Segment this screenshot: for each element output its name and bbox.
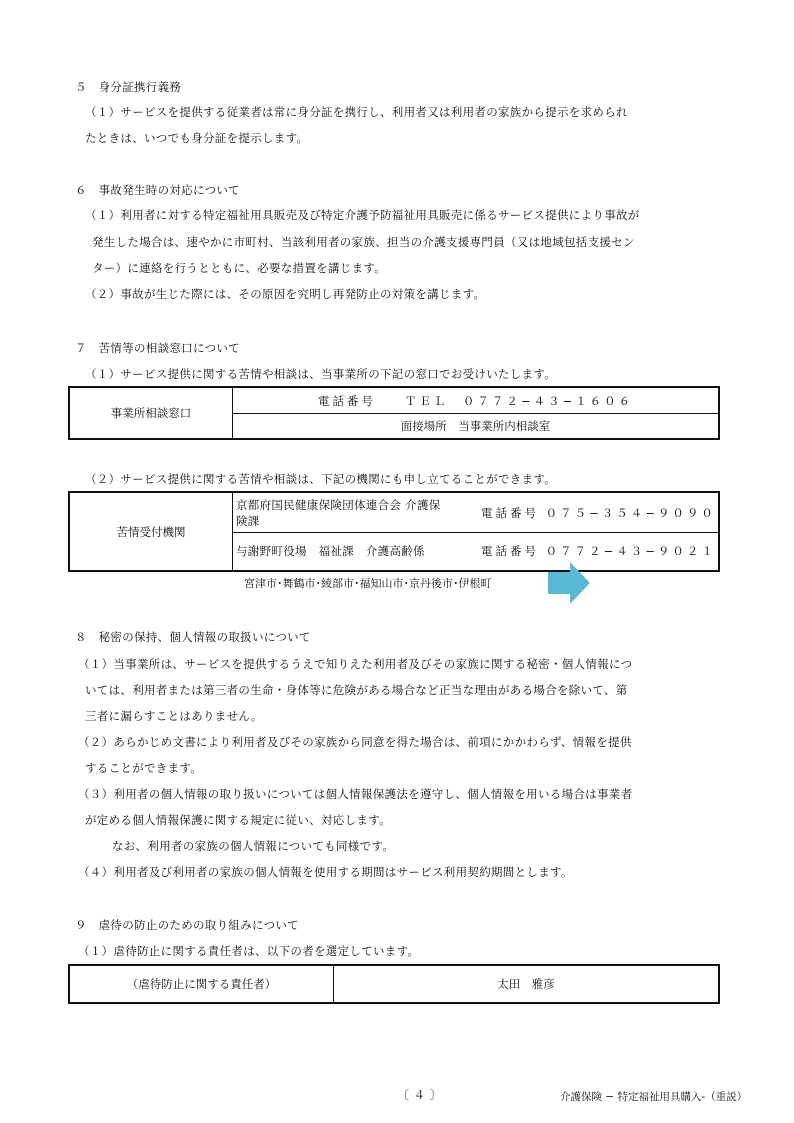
section-8-paragraph-1-cont: いては、利用者または第三者の生命・身体等に危険がある場合など正当な理由がある場合を除いて、第 — [85, 683, 628, 697]
office-consultation-label: 事業所相談窓口 — [110, 406, 192, 420]
section-8-paragraph-2-cont: することができます。 — [85, 761, 203, 775]
section-7-paragraph-2: （２）サービス提供に関する苦情や相談は、下記の機関にも申し立てることができます。 — [85, 472, 557, 486]
section-6-paragraph-1-cont2: ター）に連絡を行うとともに、必要な措置を講じます。 — [92, 261, 387, 275]
section-6-paragraph-1-cont: 発生した場合は、速やかに市町村、当該利用者の家族、担当の介護支援専門員（又は地域包括支援セン — [92, 235, 635, 249]
section-7-paragraph-1: （１）サービス提供に関する苦情や相談は、当事業所の下記の窓口でお受けいたします。 — [85, 367, 557, 381]
section-6-paragraph-2: （２）事故が生じた際には、その原因を究明し再発防止の対策を講じます。 — [85, 287, 486, 301]
section-5-heading: ５ 身分証携行義務 — [75, 80, 182, 94]
section-8-heading: ８ 秘密の保持、個人情報の取扱いについて — [75, 630, 311, 644]
yosano-town-office: 与謝野町役場 福祉課 介護高齢係 — [236, 544, 425, 558]
section-9-heading: ９ 虐待の防止のための取り組みについて — [75, 918, 299, 932]
section-9-paragraph-1: （１）虐待防止に関する責任者は、以下の者を選定しています。 — [78, 944, 420, 958]
office-consultation-table — [68, 386, 720, 440]
document-footer-title: 介護保険 − 特定福祉用具購入-（重説） — [560, 1091, 748, 1103]
section-8-paragraph-3-note: なお、利用者の家族の個人情報についても同様です。 — [112, 839, 395, 853]
complaint-agencies-table — [68, 491, 720, 572]
abuse-prevention-officer-name: 太田 雅彦 — [497, 977, 555, 991]
section-6-heading: ６ 事故発生時の対応について — [75, 183, 240, 197]
section-8-paragraph-1: （１）当事業所は、サービスを提供するうえで知りえた利用者及びその家族に関する秘密・個人情報につ — [78, 657, 633, 671]
section-7-heading: ７ 苦情等の相談窓口について — [75, 341, 240, 355]
kyoto-federation-phone: 電話番号 ０７５−３５４−９０９０ — [481, 506, 716, 520]
section-8-paragraph-1-cont2: 三者に漏らすことはありません。 — [85, 709, 263, 723]
section-8-paragraph-3: （３）利用者の個人情報の取り扱いについては個人情報保護法を遵守し、個人情報を用いる場合は事業者 — [78, 787, 633, 801]
abuse-prevention-table — [68, 964, 720, 1004]
table-divider — [232, 532, 718, 533]
complaint-agencies-label: 苦情受付機関 — [116, 524, 186, 539]
office-meeting-place: 面接場所 当事業所内相談室 — [400, 419, 551, 433]
arrow-shape — [548, 562, 590, 604]
yosano-town-phone: 電話番号 ０７７２−４３−９０２１ — [481, 544, 716, 558]
section-8-paragraph-4: （４）利用者及び利用者の家族の個人情報を使用する期間はサービス利用契約期間とします。 — [78, 865, 573, 879]
kyoto-federation-name: 京都府国民健康保険団体連合会 介護保 — [236, 498, 441, 512]
section-5-paragraph-1-cont: たときは、いつでも身分証を提示します。 — [85, 131, 309, 145]
page-number: 〔 ４ 〕 — [397, 1088, 443, 1102]
municipalities-note: 宮津市･舞鶴市･綾部市･福知山市･京丹後市･伊根町 — [244, 577, 492, 590]
right-arrow-icon — [548, 562, 592, 604]
section-8-paragraph-2: （２）あらかじめ文書により利用者及びその家族から同意を得た場合は、前項にかかわらず、情報を提供 — [78, 735, 632, 749]
section-6-paragraph-1: （１）利用者に対する特定福祉用具販売及び特定介護予防福祉用具販売に係るサービス提供により事故が — [85, 208, 640, 222]
office-phone-number: 電話番号 ＴＥＬ ０７７２−４３−１６０６ — [317, 393, 634, 408]
section-5-paragraph-1: （１）サービスを提供する従業者は常に身分証を携行し、利用者又は利用者の家族から提示を求められ — [85, 105, 628, 119]
kyoto-federation-name-cont: 険課 — [236, 514, 260, 528]
abuse-prevention-officer-label: （虐待防止に関する責任者） — [126, 977, 277, 991]
section-8-paragraph-3-cont: が定める個人情報保護に関する規定に従い、対応します。 — [85, 813, 391, 827]
